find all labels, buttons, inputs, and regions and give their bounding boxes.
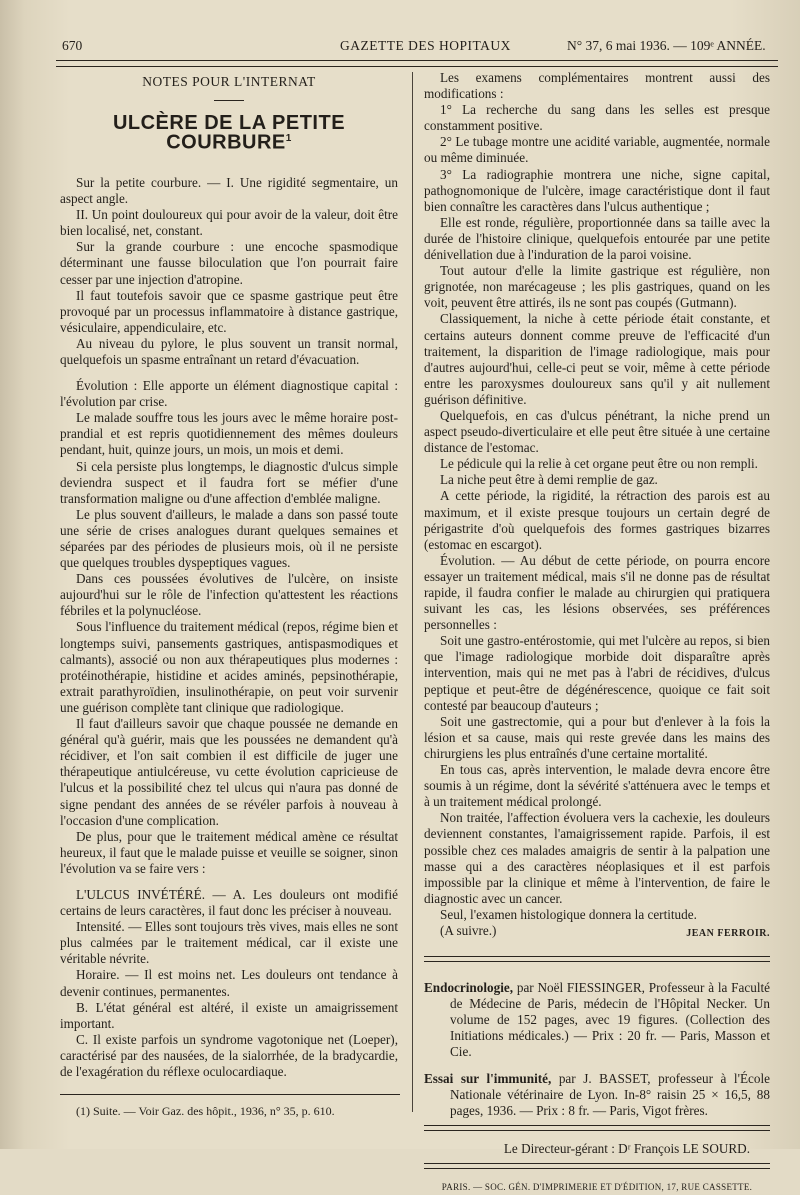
right-column xyxy=(424,70,770,1195)
paragraph: Tout autour d'elle la limite gastrique est régulière, non grignotée, non marécageuse ; les plis gastriques, quand on les voit, peuvent être attirés, ils ne sont pas coupés (Gutmann). xyxy=(424,263,770,311)
paragraph: Il faut toutefois savoir que ce spasme gastrique peut être provoqué par un processus inflammatoire à distance gastrique, vésiculaire, appendiculaire, etc. xyxy=(60,287,398,335)
column-divider xyxy=(412,72,413,1112)
left-column xyxy=(60,70,398,1119)
book-text: par Noël FIESSINGER, Professeur à la Faculté de Médecine de Paris, médecin de l'Hôpital Necker. Un volume de 152 pages, avec 19 figures. (Collection des Initiations médicales.) — Prix : 20 fr. — Paris, Masson et Cie. xyxy=(450,980,771,1060)
paragraph: Non traitée, l'affection évoluera vers la cachexie, les douleurs deviennent constantes, l'amaigrissement rapide. Parfois, il est possible chez ces malades amaigris de sentir à la palpation une masse qui a des caractères néoplasiques et il est parfois impossible par la clinique et même à l'intervention, de faire le diagnostic avec un cancer. xyxy=(424,810,770,906)
paragraph: 3° La radiographie montrera une niche, signe capital, pathognomonique de l'ulcère, image caractéristique dont il faut bien connaître les caractères dans l'ulcus authentique ; xyxy=(424,166,770,214)
paragraph: 1° La recherche du sang dans les selles est presque constamment positive. xyxy=(424,102,770,134)
page-number: 670 xyxy=(62,38,83,53)
paragraph: Le malade souffre tous les jours avec le même horaire post-prandial et est repris quotidiennement des mêmes douleurs pendant, huit, quinze jours, un mois, un mois et demi. xyxy=(60,410,398,458)
page-header xyxy=(62,34,770,56)
section-rule xyxy=(214,100,244,101)
paragraph: A cette période, la rigidité, la rétraction des parois est au maximum, et il existe presque toujours un certain degré de périgastrite d'où quelquefois des formes gastriques bizarres (estomac en escargot). xyxy=(424,488,770,552)
book-section-rule xyxy=(424,956,770,962)
footnote: (1) Suite. — Voir Gaz. des hôpit., 1936, n° 35, p. 610. xyxy=(76,1104,335,1119)
paragraph: Il faut d'ailleurs savoir que chaque poussée ne demande en général qu'à guérir, mais que les poussées ne demandent qu'à récidiver, et l'on sait combien il est difficile de juger une thérapeutique antiulcéreuse, vu cette évolution capricieuse de l'ulcus et la possibilité chez tel ulcus qui n'aura pas donné de signe pendant des années de se révéler parfois à nouveau à l'occasion d'une complication. xyxy=(60,716,398,828)
header-rule xyxy=(56,60,778,67)
paragraph: Si cela persiste plus longtemps, le diagnostic d'ulcus simple deviendra suspect et il faudra fort se méfier d'une transformation maligne ou d'une affection d'emblée maligne. xyxy=(60,458,398,506)
paragraph: L'ULCUS INVÉTÉRÉ. — A. Les douleurs ont modifié certains de leurs caractères, il faut donc les préciser à nouveau. xyxy=(60,886,398,919)
paragraph: Le plus souvent d'ailleurs, le malade a dans son passé toute une série de crises analogues durant quelques semaines et séparées par des périodes de plusieurs mois, où il ne persiste que quelques troubles dyspeptiques vagues. xyxy=(60,506,398,571)
paragraph: De plus, pour que le traitement médical amène ce résultat heureux, il faut que le malade puisse et veuille se soigner, sinon l'évolution va se faire vers : xyxy=(60,828,398,876)
paragraph: 2° Le tubage montre une acidité variable, augmentée, normale ou même diminuée. xyxy=(424,134,770,166)
book-notice xyxy=(424,980,770,1060)
paragraph: C. Il existe parfois un syndrome vagotonique net (Loeper), caractérisé par des nausées, de la sialorrhée, de la bradycardie, de l'exagération du réflexe oculocardiaque. xyxy=(60,1031,398,1079)
signature-line xyxy=(424,923,770,942)
paragraph: Soit une gastrectomie, qui a pour but d'enlever à la fois la lésion et sa cause, mais qui reste grevée dans les mains des chirurgiens les plus entraînés d'une certaine mortalité. xyxy=(424,713,770,761)
footnote-rule xyxy=(60,1094,400,1095)
closing-rule xyxy=(424,1125,770,1131)
director-line: Le Directeur-gérant : Dʳ François LE SOURD. xyxy=(503,1140,750,1156)
paragraph: Sous l'influence du traitement médical (repos, régime bien et longtemps suivi, pansements gastriques, antispasmodiques et calmants), associé ou non aux thérapeutiques plus modernes : protéinothérapie, histidine et acides aminés, pepsinothérapie, extrait parathyroïdien, insulinothérapie, on peut voir survenir une guérison complète tant clinique que radiologique. xyxy=(60,619,398,715)
paragraph: Au niveau du pylore, le plus souvent un transit normal, quelquefois un spasme entraînant un retard d'évacuation. xyxy=(60,335,398,367)
paragraph: Sur la petite courbure. — I. Une rigidité segmentaire, un aspect angle. xyxy=(60,174,398,207)
title-footnote-mark: 1 xyxy=(285,133,292,145)
journal-title: GAZETTE DES HOPITAUX xyxy=(340,38,511,53)
paragraph: Intensité. — Elles sont toujours très vives, mais elles ne sont plus calmées par le traitement médical, car il existe une véritable névrite. xyxy=(60,919,398,967)
book-text: par J. BASSET, professeur à l'École Nationale vétérinaire de Lyon. In-8° raisin 25 × 16,5, 88 pages, 1936. — Prix : 8 fr. — Paris, Vigot frères. xyxy=(450,1070,770,1118)
paragraph: Sur la grande courbure : une encoche spasmodique déterminant une fausse biloculation que l'on pourrait faire cesser par une injection d'atropine. xyxy=(60,239,398,287)
paragraph: Elle est ronde, régulière, proportionnée dans sa taille avec la durée de l'histoire clinique, quelquefois entourée par une petite dénivellation due à l'induration de la paroi voisine. xyxy=(424,214,770,263)
book-notice xyxy=(424,1071,770,1119)
paragraph: En tous cas, après intervention, le malade devra encore être soumis à un régime, dont la sévérité s'atténuera avec le temps et à un traitement médical prolongé. xyxy=(424,762,770,810)
paragraph: II. Un point douloureux qui pour avoir de la valeur, doit être bien localisé, net, constant. xyxy=(60,207,398,239)
paragraph: La niche peut être à demi remplie de gaz. xyxy=(440,472,658,488)
paragraph: Évolution : Elle apporte un élément diagnostique capital : l'évolution par crise. xyxy=(60,378,398,410)
paragraph: Le pédicule qui la relie à cet organe peut être ou non rempli. xyxy=(440,456,758,472)
article-title-text: ULCÈRE DE LA PETITE COURBURE xyxy=(112,112,346,154)
paragraph: B. L'état général est altéré, il existe un amaigrissement important. xyxy=(60,999,398,1031)
article-title xyxy=(60,112,398,154)
paragraph: Seul, l'examen histologique donnera la certitude. xyxy=(440,906,697,922)
paragraph: Évolution. — Au début de cette période, on pourra encore essayer un traitement médical, mais s'il ne donne pas de résultat rapide, il faudra confier le malade au chirurgien qui pratiquera suivant les cas, les lésions observées, ses préférences personnelles : xyxy=(424,552,770,633)
author-name: JEAN FERROIR. xyxy=(686,927,770,939)
paragraph: Classiquement, la niche à cette période était constante, et certains auteurs donnent comme preuve de l'efficacité d'un traitement, la disparition de l'image radiologique, mais pour d'autres aujourd'hui, celle-ci peut se voir, même à cette période entre les paroxysmes douloureux sans qu'il y ait nullement guérison définitive. xyxy=(424,311,770,407)
book-title: Essai sur l'immunité, xyxy=(424,1070,552,1086)
paragraph: Quelquefois, en cas d'ulcus pénétrant, la niche prend un aspect pseudo-diverticulaire et elle peut être située à une certaine distance de l'estomac. xyxy=(424,407,770,456)
to-be-continued: (A suivre.) xyxy=(440,922,497,938)
paragraph: Dans ces poussées évolutives de l'ulcère, on insiste aujourd'hui sur le rôle de l'infection qu'attestent les réactions fébriles et la polynucléose. xyxy=(60,571,398,619)
printer-line: PARIS. — SOC. GÉN. D'IMPRIMERIE ET D'ÉDITION, 17, RUE CASSETTE. xyxy=(441,1181,753,1192)
paragraph: Horaire. — Il est moins net. Les douleurs ont tendance à devenir continues, permanentes. xyxy=(60,967,398,999)
book-title: Endocrinologie, xyxy=(424,980,514,996)
section-heading: NOTES POUR L'INTERNAT xyxy=(142,74,316,89)
closing-rule xyxy=(424,1163,770,1169)
paragraph: Soit une gastro-entérostomie, qui met l'ulcère au repos, si bien que l'image radiologique morbide doit disparaître après intervention, mais qui ne met pas à l'abri de récidives, d'ulcus peptique et peut-être de dégénérescence, quoique ce fait soit contesté par beaucoup d'auteurs ; xyxy=(424,633,770,713)
paragraph: Les examens complémentaires montrent aussi des modifications : xyxy=(424,70,770,102)
issue-info: N° 37, 6 mai 1936. — 109ᵉ ANNÉE. xyxy=(567,38,766,53)
